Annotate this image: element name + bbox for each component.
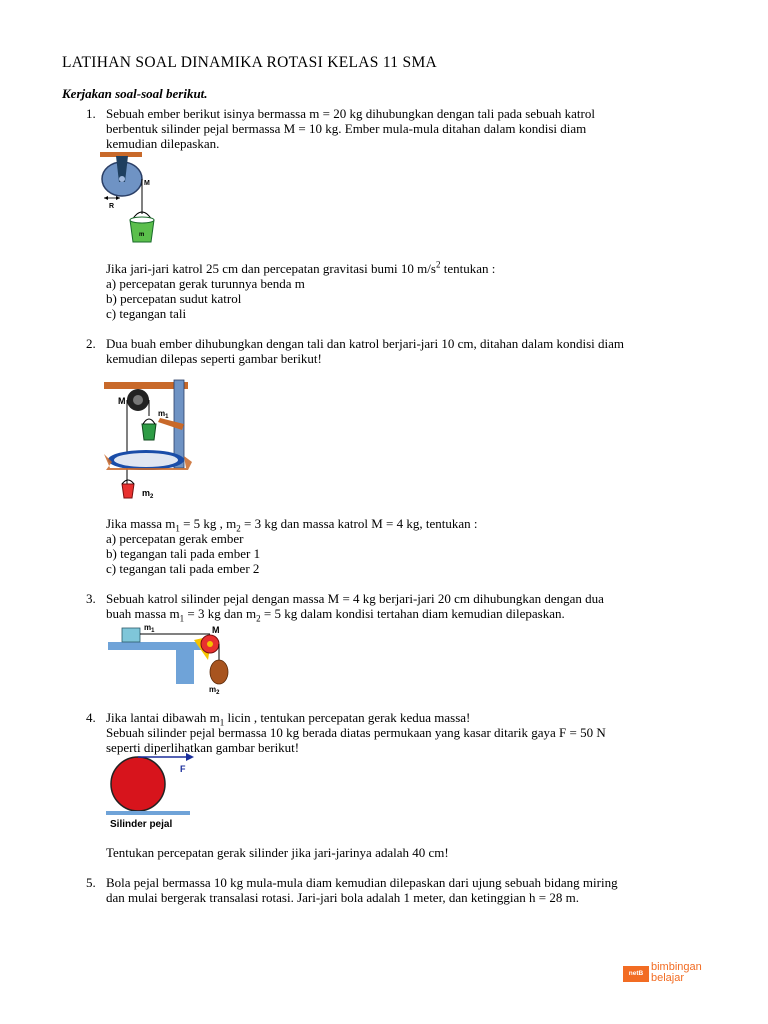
bucket-m1-handle	[143, 419, 155, 424]
question-2-text	[106, 336, 624, 366]
bucket-label: m	[139, 232, 145, 238]
mass-2-label	[209, 685, 220, 696]
mass-1-subscript: 1	[151, 628, 155, 634]
question-4-number: 4.	[86, 710, 96, 725]
question-5-line: Bola pejal bermassa 10 kg mula-mula diam kemudian dilepaskan dari ujung sebuah bidang miring	[106, 875, 618, 890]
mass-1-symbol: m	[144, 623, 152, 632]
mass-2-label	[142, 488, 154, 500]
question-2-line: kemudian dilepas seperti gambar berikut!	[106, 351, 322, 366]
question-1-ask-text: Jika jari-jari katrol 25 cm dan percepatan gravitasi bumi 10 m/s	[106, 261, 436, 276]
pulley-label: M	[144, 180, 150, 187]
well-opening	[114, 453, 178, 467]
question-3-part: = 3 kg dan m	[184, 606, 257, 621]
question-1-item: b) percepatan sudut katrol	[106, 291, 242, 306]
question-2-ask-sub: 1	[175, 523, 180, 534]
pulley-label: M	[212, 625, 220, 635]
question-4-line: Sebuah silinder pejal bermassa 10 kg berada diatas permukaan yang kasar ditarik gaya F = 50 N	[106, 725, 606, 740]
question-1-text	[106, 106, 595, 151]
question-2-line: Dua buah ember dihubungkan dengan tali dan katrol berjari-jari 10 cm, ditahan dalam kondisi diam	[106, 336, 625, 351]
question-2-item: b) tegangan tali pada ember 1	[106, 546, 261, 561]
table-surface	[108, 642, 206, 684]
bucket-rim	[130, 217, 154, 223]
table-pulley-figure	[106, 620, 236, 698]
question-1-number: 1.	[86, 106, 96, 121]
question-5-line: dan mulai bergerak transalasi rotasi. Jari-jari bola adalah 1 meter, dan ketinggian h = 28 m.	[106, 890, 579, 905]
radius-label: R	[109, 203, 115, 210]
force-label: F	[180, 764, 186, 774]
question-4-part: licin , tentukan percepatan gerak kedua massa!	[224, 710, 471, 725]
question-1-line: kemudian dilepaskan.	[106, 136, 220, 151]
question-4-sub: 1	[219, 717, 225, 728]
pulley-bucket-figure	[100, 152, 170, 247]
question-2-ask	[106, 516, 478, 576]
question-2-item: c) tegangan tali pada ember 2	[106, 561, 260, 576]
mass-2-symbol: m	[142, 488, 151, 498]
mass-1-subscript: 1	[165, 414, 169, 420]
rough-surface	[106, 811, 190, 815]
question-4-text	[106, 710, 606, 755]
pulley-hub	[207, 641, 213, 647]
question-4-ask: Tentukan percepatan gerak silinder jika jari-jarinya adalah 40 cm!	[106, 845, 449, 860]
well-pulley-figure	[100, 378, 200, 503]
question-5-number: 5.	[86, 875, 96, 890]
mass-1-symbol: m	[158, 409, 166, 418]
question-4-part: Jika lantai dibawah m	[106, 710, 220, 725]
question-5-text	[106, 875, 618, 905]
bucket-m1	[142, 424, 156, 440]
bucket-m2-handle	[122, 480, 134, 484]
question-2-ask-part: = 3 kg dan massa katrol M = 4 kg, tentukan :	[240, 516, 478, 531]
question-1-line: berbentuk silinder pejal bermassa M = 10 kg. Ember mula-mula ditahan dalam kondisi diam	[106, 121, 587, 136]
question-2-number: 2.	[86, 336, 96, 351]
bucket-m2	[122, 484, 134, 498]
figure-caption: Silinder pejal	[110, 819, 173, 830]
question-3-number: 3.	[86, 591, 96, 606]
mass-2-subscript: 2	[216, 690, 220, 696]
question-2-ask-part: = 5 kg , m	[179, 516, 237, 531]
page-title: LATIHAN SOAL DINAMIKA ROTASI KELAS 11 SMA	[62, 54, 438, 71]
question-3-part: buah massa m	[106, 606, 180, 621]
mass-1-label	[158, 409, 169, 420]
question-4-line: seperti diperlihatkan gambar berikut!	[106, 740, 300, 755]
mass-1-label	[144, 623, 155, 634]
pulley-label: M	[118, 396, 126, 406]
question-3-line: Sebuah katrol silinder pejal dengan massa M = 4 kg berjari-jari 20 cm dihubungkan dengan dua	[106, 591, 604, 606]
cylinder-figure	[106, 756, 206, 832]
radius-arrowhead	[104, 196, 108, 200]
question-2-item: a) percepatan gerak ember	[106, 531, 244, 546]
logo-mark: netB	[623, 966, 649, 982]
question-1-ask	[106, 261, 495, 321]
solid-cylinder	[111, 757, 165, 811]
hanging-mass-m2	[210, 660, 228, 684]
question-2-ask-sub: 2	[236, 523, 241, 534]
question-1-item: c) tegangan tali	[106, 306, 187, 321]
mass-2-symbol: m	[209, 685, 217, 694]
logo-line-1: bimbingan	[651, 961, 702, 973]
question-2-ask-part: Jika massa m	[106, 516, 176, 531]
question-1-ask-tail: tentukan :	[440, 261, 496, 276]
mass-2-subscript: 2	[150, 494, 154, 500]
question-3-sub: 2	[256, 613, 261, 624]
question-3-part: = 5 kg dalam kondisi tertahan diam kemudian dilepaskan.	[260, 606, 565, 621]
question-1-line: Sebuah ember berikut isinya bermassa m = 20 kg dihubungkan dengan tali pada sebuah katrol	[106, 106, 595, 121]
question-1-item: a) percepatan gerak turunnya benda m	[106, 276, 305, 291]
question-3-sub: 1	[179, 613, 185, 624]
question-3-text	[106, 591, 604, 624]
instruction: Kerjakan soal-soal berikut.	[62, 86, 208, 101]
question-1-ask-sup: 2	[435, 259, 441, 270]
logo-line-2: belajar	[651, 972, 685, 984]
block-m1	[122, 628, 140, 642]
pulley-hub	[133, 395, 143, 405]
pulley-axle	[119, 176, 125, 182]
